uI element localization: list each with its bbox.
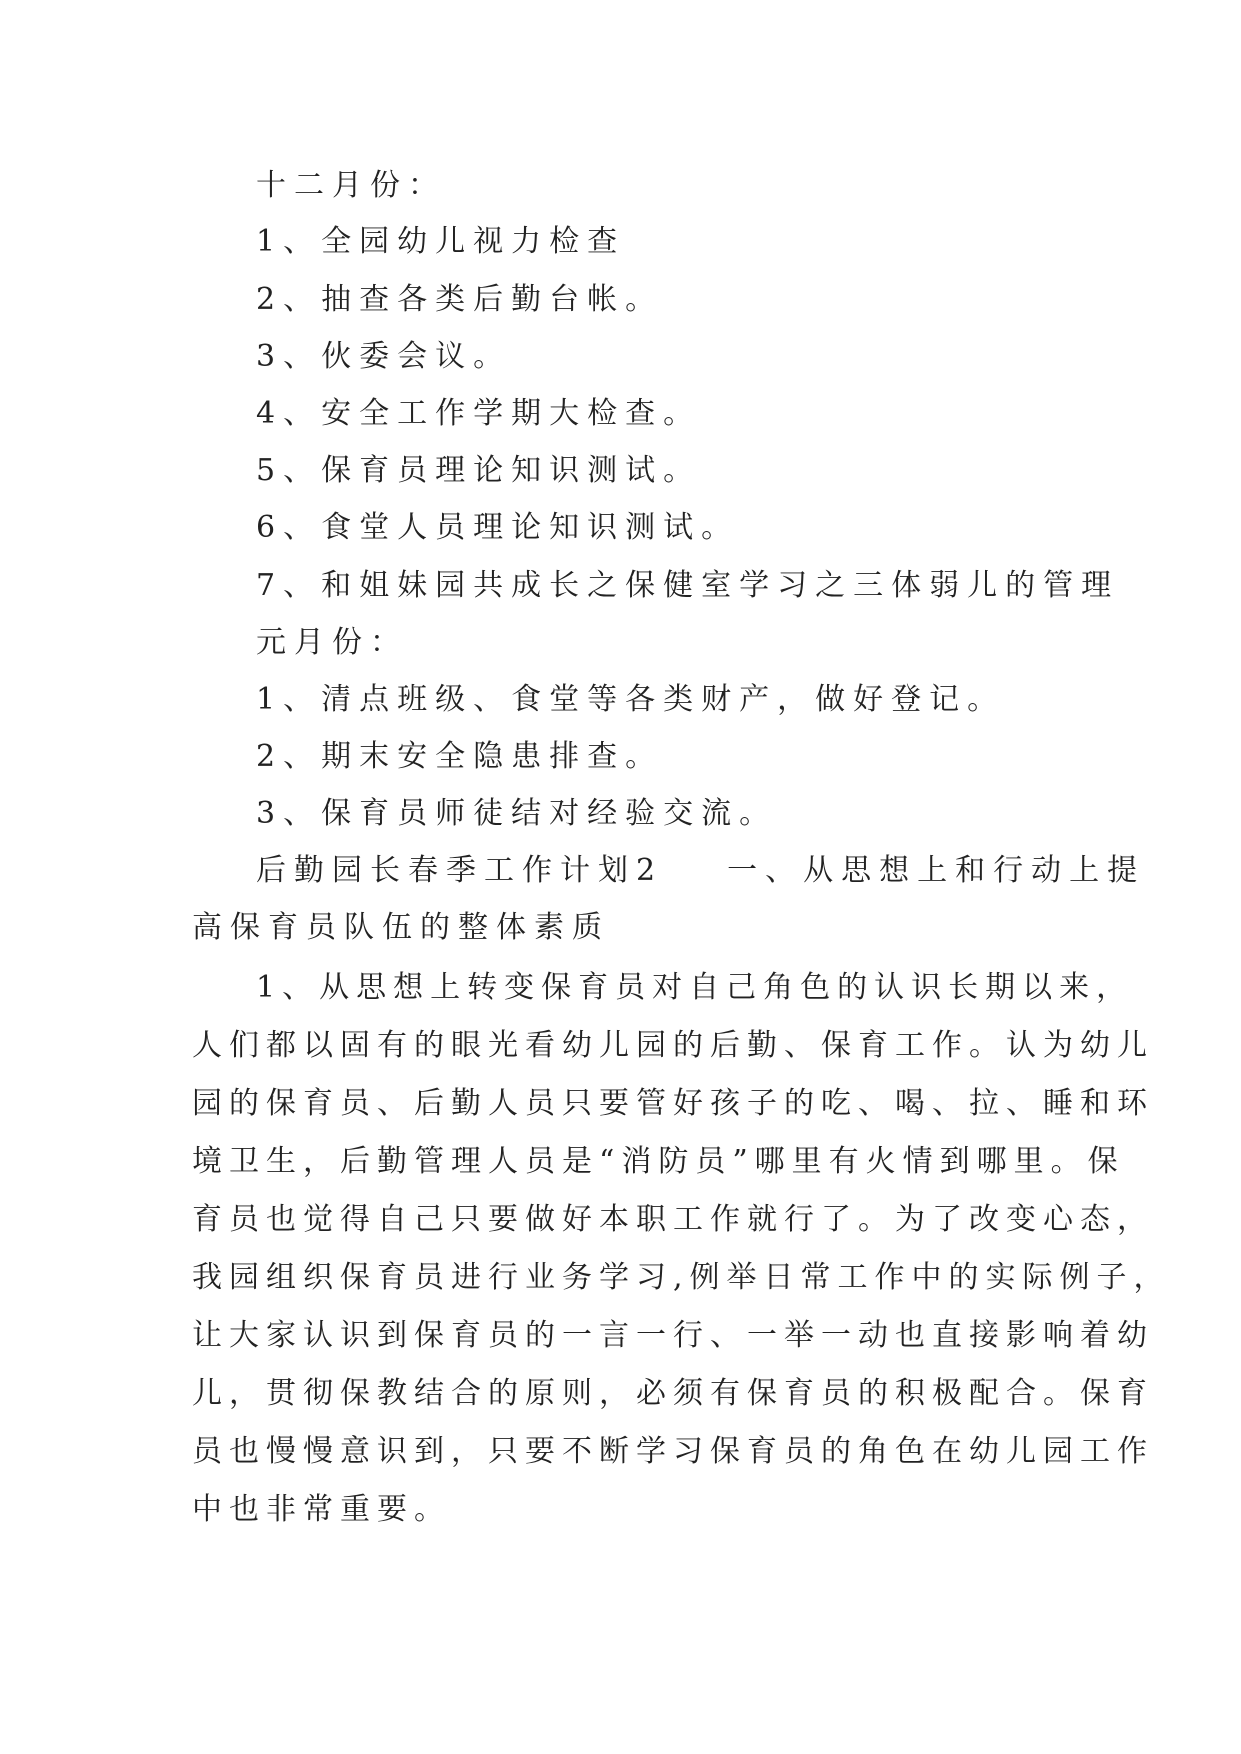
paragraph-line: 人们都以固有的眼光看幼儿园的后勤、保育工作。认为幼儿 [192,1028,1154,1063]
body-paragraph [192,959,1171,1539]
list-item: 1、清点班级、食堂等各类财产，做好登记。 [256,682,1006,717]
paragraph-line: 育员也觉得自己只要做好本职工作就行了。为了改变心态， [192,1202,1154,1237]
section-heading-continued: 高保育员队伍的整体素质 [192,910,610,945]
plan-heading-line [256,851,1145,891]
list-item: 3、伙委会议。 [256,339,512,374]
list-item: 5、保育员理论知识测试。 [256,453,702,488]
list-item: 6、食堂人员理论知识测试。 [256,510,740,545]
list-item: 1、全园幼儿视力检查 [256,224,626,259]
paragraph-line: 儿，贯彻保教结合的原则，必须有保育员的积极配合。保育 [192,1376,1154,1411]
paragraph-line: 园的保育员、后勤人员只要管好孩子的吃、喝、拉、睡和环 [192,1086,1154,1121]
plan-title: 后勤园长春季工作计划2 [256,853,664,888]
paragraph-line: 中也非常重要。 [192,1492,451,1527]
paragraph-line: 境卫生，后勤管理人员是“消防员”哪里有火情到哪里。保 [192,1144,1125,1179]
paragraph-line: 员也慢慢意识到，只要不断学习保育员的角色在幼儿园工作 [192,1434,1154,1469]
list-item: 3、保育员师徒结对经验交流。 [256,796,778,831]
section-heading: 一、从思想上和行动上提 [727,853,1146,888]
list-item: 2、期末安全隐患排查。 [256,739,664,774]
list-item: 7、和姐妹园共成长之保健室学习之三体弱儿的管理 [256,568,1120,603]
paragraph-line: 我园组织保育员进行业务学习,例举日常工作中的实际例子， [192,1260,1171,1295]
list-item: 2、抽查各类后勤台帐。 [256,282,664,317]
paragraph-line: 1、从思想上转变保育员对自己角色的认识长期以来， [256,970,1134,1005]
month-heading-january: 元月份： [256,625,408,660]
paragraph-line: 让大家认识到保育员的一言一行、一举一动也直接影响着幼 [192,1318,1154,1353]
month-heading-december: 十二月份： [256,168,446,203]
list-item: 4、安全工作学期大检查。 [256,396,702,431]
